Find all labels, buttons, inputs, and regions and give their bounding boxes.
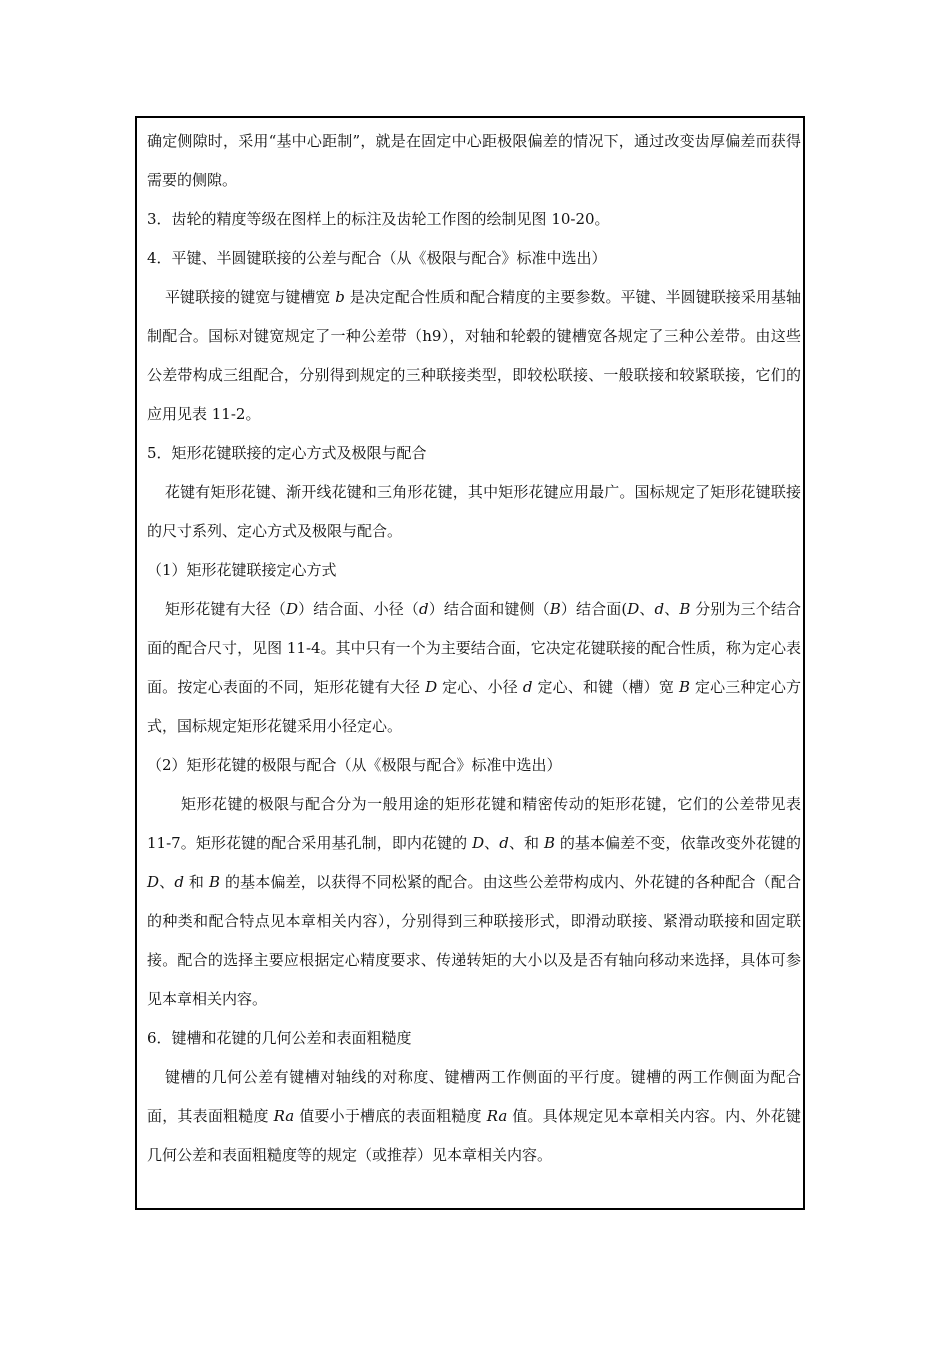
paragraph-centering: 矩形花键有大径（D）结合面、小径（d）结合面和键侧（B）结合面(D、d、B 分别为三个结合面的配合尺寸，见图 11-4。其中只有一个为主要结合面，它决定花键联接的配合性质，称为定心表面。按定心表面的不同，矩形花键有大径 D 定心、小径 d 定心、和键（槽）宽 B 定心三种定心方式，国标规定矩形花键采用小径定心。 (147, 600, 801, 735)
content-frame (135, 116, 805, 1210)
heading-subsection-1: （1）矩形花键联接定心方式 (147, 561, 337, 579)
document-body (147, 122, 801, 1175)
heading-section-4: 4．平键、半圆键联接的公差与配合（从《极限与配合》标准中选出） (147, 249, 607, 267)
paragraph-keyway-tolerance: 键槽的几何公差有键槽对轴线的对称度、键槽两工作侧面的平行度。键槽的两工作侧面为配合面，其表面粗糙度 Ra 值要小于槽底的表面粗糙度 Ra 值。具体规定见本章相关内容。内、外花键几何公差和表面粗糙度等的规定（或推荐）见本章相关内容。 (147, 1068, 801, 1164)
paragraph-spline-fits: 矩形花键的极限与配合分为一般用途的矩形花键和精密传动的矩形花键，它们的公差带见表 11-7。矩形花键的配合采用基孔制，即内花键的 D、d、和 B 的基本偏差不变，依靠改变外花键的 D、d 和 B 的基本偏差，以获得不同松紧的配合。由这些公差带构成内、外花键的各种配合（配合的种类和配合特点见本章相关内容），分别得到三种联接形式，即滑动联接、紧滑动联接和固定联接。配合的选择主要应根据定心精度要求、传递转矩的大小以及是否有轴向移动来选择，具体可参见本章相关内容。 (147, 795, 801, 1008)
heading-section-6: 6．键槽和花键的几何公差和表面粗糙度 (147, 1029, 412, 1047)
heading-subsection-2: （2）矩形花键的极限与配合（从《极限与配合》标准中选出） (147, 756, 562, 774)
heading-section-5: 5．矩形花键联接的定心方式及极限与配合 (147, 444, 427, 462)
paragraph-flat-key: 平键联接的键宽与键槽宽 b 是决定配合性质和配合精度的主要参数。平键、半圆键联接采用基轴制配合。国标对键宽规定了一种公差带（h9），对轴和轮毂的键槽宽各规定了三种公差带。由这些公差带构成三组配合，分别得到规定的三种联接类型，即较松联接、一般联接和较紧联接，它们的应用见表 11-2。 (147, 288, 801, 423)
paragraph-backlash: 确定侧隙时，采用“基中心距制”，就是在固定中心距极限偏差的情况下，通过改变齿厚偏差而获得需要的侧隙。 (147, 132, 801, 189)
paragraph-spline-types: 花键有矩形花键、渐开线花键和三角形花键，其中矩形花键应用最广。国标规定了矩形花键联接的尺寸系列、定心方式及极限与配合。 (147, 483, 801, 540)
paragraph-section-3: 3．齿轮的精度等级在图样上的标注及齿轮工作图的绘制见图 10-20。 (147, 210, 610, 228)
